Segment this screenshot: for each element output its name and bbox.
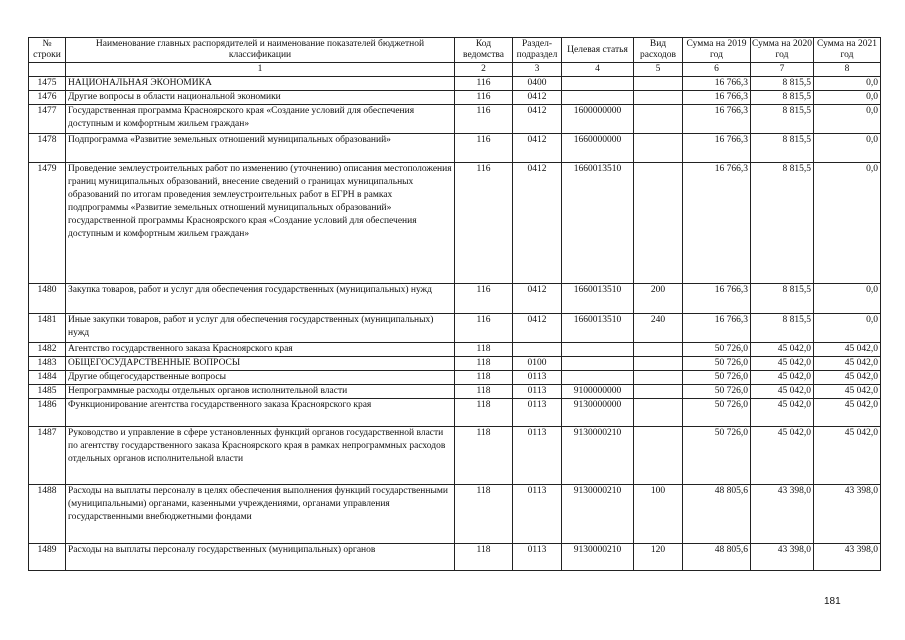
row-kind-code <box>634 77 683 91</box>
table-row <box>29 385 881 399</box>
table-row <box>29 544 881 571</box>
row-dept-code: 116 <box>455 91 513 105</box>
row-number: 1487 <box>29 427 66 485</box>
header-sum-2019: Сумма на 2019 год <box>683 38 751 63</box>
row-name: ОБЩЕГОСУДАРСТВЕННЫЕ ВОПРОСЫ <box>66 357 455 371</box>
column-number: 5 <box>634 63 683 77</box>
row-sum-2020: 45 042,0 <box>751 371 814 385</box>
row-sum-2020: 45 042,0 <box>751 399 814 427</box>
header-dept: Код ведомства <box>455 38 513 63</box>
row-sum-2021: 45 042,0 <box>814 343 881 357</box>
header-kind: Вид расходов <box>634 38 683 63</box>
row-sum-2020: 8 815,5 <box>751 77 814 91</box>
row-target-code: 1600000000 <box>562 105 634 134</box>
table-row <box>29 371 881 385</box>
row-sum-2019: 16 766,3 <box>683 77 751 91</box>
header-sum-2020: Сумма на 2020 год <box>751 38 814 63</box>
row-name: Подпрограмма «Развитие земельных отношений муниципальных образований» <box>66 134 455 163</box>
row-section-code: 0412 <box>513 105 562 134</box>
row-dept-code: 116 <box>455 284 513 314</box>
row-number: 1483 <box>29 357 66 371</box>
table-row <box>29 91 881 105</box>
row-kind-code <box>634 343 683 357</box>
row-dept-code: 118 <box>455 427 513 485</box>
row-sum-2019: 16 766,3 <box>683 314 751 343</box>
row-number: 1484 <box>29 371 66 385</box>
row-kind-code <box>634 105 683 134</box>
row-name: Государственная программа Красноярского края «Создание условий для обеспечения доступным и комфортным жильем граждан» <box>66 105 455 134</box>
column-number: 2 <box>455 63 513 77</box>
row-sum-2019: 48 805,6 <box>683 485 751 544</box>
row-section-code: 0113 <box>513 485 562 544</box>
row-kind-code <box>634 163 683 284</box>
row-target-code <box>562 91 634 105</box>
row-number: 1486 <box>29 399 66 427</box>
row-dept-code: 118 <box>455 343 513 357</box>
row-sum-2021: 0,0 <box>814 314 881 343</box>
row-dept-code: 118 <box>455 357 513 371</box>
row-section-code: 0113 <box>513 371 562 385</box>
row-sum-2020: 8 815,5 <box>751 163 814 284</box>
row-number: 1477 <box>29 105 66 134</box>
table-row <box>29 163 881 284</box>
row-sum-2019: 50 726,0 <box>683 371 751 385</box>
row-target-code: 1660013510 <box>562 314 634 343</box>
row-sum-2019: 50 726,0 <box>683 427 751 485</box>
row-sum-2020: 8 815,5 <box>751 91 814 105</box>
row-sum-2021: 0,0 <box>814 77 881 91</box>
column-number: 4 <box>562 63 634 77</box>
table-row <box>29 485 881 544</box>
row-target-code <box>562 77 634 91</box>
row-target-code <box>562 371 634 385</box>
row-sum-2021: 0,0 <box>814 105 881 134</box>
table-row <box>29 314 881 343</box>
row-number: 1489 <box>29 544 66 571</box>
table-row <box>29 357 881 371</box>
row-number: 1476 <box>29 91 66 105</box>
row-kind-code: 100 <box>634 485 683 544</box>
row-sum-2020: 45 042,0 <box>751 385 814 399</box>
row-target-code: 9100000000 <box>562 385 634 399</box>
row-sum-2020: 45 042,0 <box>751 357 814 371</box>
table-row <box>29 284 881 314</box>
column-number <box>29 63 66 77</box>
row-dept-code: 116 <box>455 314 513 343</box>
row-sum-2020: 8 815,5 <box>751 314 814 343</box>
row-kind-code <box>634 399 683 427</box>
row-dept-code: 116 <box>455 134 513 163</box>
row-sum-2021: 45 042,0 <box>814 427 881 485</box>
row-kind-code <box>634 91 683 105</box>
row-number: 1488 <box>29 485 66 544</box>
row-section-code: 0113 <box>513 427 562 485</box>
row-sum-2019: 50 726,0 <box>683 357 751 371</box>
row-sum-2021: 45 042,0 <box>814 399 881 427</box>
row-kind-code <box>634 357 683 371</box>
column-number: 8 <box>814 63 881 77</box>
table-row <box>29 343 881 357</box>
table-row <box>29 399 881 427</box>
row-number: 1485 <box>29 385 66 399</box>
row-target-code <box>562 357 634 371</box>
row-sum-2021: 45 042,0 <box>814 385 881 399</box>
row-target-code: 9130000210 <box>562 544 634 571</box>
row-sum-2019: 16 766,3 <box>683 163 751 284</box>
row-name: Проведение землеустроительных работ по изменению (уточнению) описания местоположения границ муниципальных образований, внесение сведений о границах муниципальных образований по итогам проведения землеустроительных работ в ЕГРН в рамках подпрограммы «Развитие земельных отношений муниципальных образований» государственной программы Красноярского края «Создание условий для обеспечения доступным и комфортным жильем граждан» <box>66 163 455 284</box>
row-section-code <box>513 343 562 357</box>
row-name: Иные закупки товаров, работ и услуг для обеспечения государственных (муниципальных) нужд <box>66 314 455 343</box>
row-sum-2019: 16 766,3 <box>683 134 751 163</box>
row-dept-code: 116 <box>455 77 513 91</box>
row-target-code: 1660000000 <box>562 134 634 163</box>
row-section-code: 0113 <box>513 385 562 399</box>
row-target-code <box>562 343 634 357</box>
row-sum-2021: 45 042,0 <box>814 371 881 385</box>
row-sum-2021: 0,0 <box>814 284 881 314</box>
column-number: 3 <box>513 63 562 77</box>
row-dept-code: 116 <box>455 105 513 134</box>
row-name: Агентство государственного заказа Красноярского края <box>66 343 455 357</box>
header-row-num: № строки <box>29 38 66 63</box>
row-name: Закупка товаров, работ и услуг для обеспечения государственных (муниципальных) нужд <box>66 284 455 314</box>
row-sum-2020: 8 815,5 <box>751 134 814 163</box>
row-sum-2019: 50 726,0 <box>683 385 751 399</box>
table-row <box>29 105 881 134</box>
row-sum-2021: 0,0 <box>814 163 881 284</box>
row-dept-code: 118 <box>455 544 513 571</box>
row-section-code: 0412 <box>513 163 562 284</box>
row-sum-2019: 16 766,3 <box>683 105 751 134</box>
header-target: Целевая статья <box>562 38 634 63</box>
row-section-code: 0113 <box>513 544 562 571</box>
row-section-code: 0412 <box>513 91 562 105</box>
row-kind-code: 120 <box>634 544 683 571</box>
row-kind-code <box>634 134 683 163</box>
row-sum-2021: 43 398,0 <box>814 544 881 571</box>
row-name: Другие вопросы в области национальной экономики <box>66 91 455 105</box>
row-section-code: 0100 <box>513 357 562 371</box>
row-sum-2019: 50 726,0 <box>683 343 751 357</box>
table-row <box>29 77 881 91</box>
row-number: 1481 <box>29 314 66 343</box>
row-target-code: 1660013510 <box>562 284 634 314</box>
row-number: 1479 <box>29 163 66 284</box>
row-kind-code: 200 <box>634 284 683 314</box>
row-sum-2019: 50 726,0 <box>683 399 751 427</box>
row-section-code: 0412 <box>513 314 562 343</box>
row-kind-code <box>634 385 683 399</box>
row-name: Расходы на выплаты персоналу государственных (муниципальных) органов <box>66 544 455 571</box>
row-target-code: 9130000210 <box>562 485 634 544</box>
table-row <box>29 427 881 485</box>
table-row <box>29 134 881 163</box>
row-dept-code: 116 <box>455 163 513 284</box>
row-section-code: 0412 <box>513 134 562 163</box>
row-sum-2021: 43 398,0 <box>814 485 881 544</box>
row-sum-2021: 0,0 <box>814 134 881 163</box>
row-sum-2019: 16 766,3 <box>683 91 751 105</box>
row-sum-2020: 8 815,5 <box>751 284 814 314</box>
row-number: 1480 <box>29 284 66 314</box>
header-sum-2021: Сумма на 2021 год <box>814 38 881 63</box>
row-number: 1482 <box>29 343 66 357</box>
row-target-code: 1660013510 <box>562 163 634 284</box>
row-kind-code <box>634 427 683 485</box>
row-section-code: 0113 <box>513 399 562 427</box>
row-name: НАЦИОНАЛЬНАЯ ЭКОНОМИКА <box>66 77 455 91</box>
row-kind-code: 240 <box>634 314 683 343</box>
row-sum-2020: 45 042,0 <box>751 427 814 485</box>
row-name: Функционирование агентства государственного заказа Красноярского края <box>66 399 455 427</box>
row-dept-code: 118 <box>455 485 513 544</box>
row-dept-code: 118 <box>455 399 513 427</box>
row-target-code: 9130000000 <box>562 399 634 427</box>
header-row <box>29 38 881 63</box>
row-sum-2020: 43 398,0 <box>751 485 814 544</box>
row-number: 1475 <box>29 77 66 91</box>
row-name: Руководство и управление в сфере установленных функций органов государственной власти по агентству государственного заказа Красноярского края в рамках непрограммных расходов отдельных органов исполнительной власти <box>66 427 455 485</box>
row-section-code: 0400 <box>513 77 562 91</box>
row-sum-2019: 48 805,6 <box>683 544 751 571</box>
row-number: 1478 <box>29 134 66 163</box>
column-number-row <box>29 63 881 77</box>
row-sum-2020: 45 042,0 <box>751 343 814 357</box>
column-number: 6 <box>683 63 751 77</box>
row-dept-code: 118 <box>455 371 513 385</box>
row-sum-2019: 16 766,3 <box>683 284 751 314</box>
table-body <box>29 77 881 571</box>
row-name: Другие общегосударственные вопросы <box>66 371 455 385</box>
row-sum-2020: 43 398,0 <box>751 544 814 571</box>
row-name: Непрограммные расходы отдельных органов исполнительной власти <box>66 385 455 399</box>
row-sum-2021: 45 042,0 <box>814 357 881 371</box>
page-number: 181 <box>824 596 841 607</box>
header-section: Раздел-подраздел <box>513 38 562 63</box>
row-sum-2020: 8 815,5 <box>751 105 814 134</box>
row-kind-code <box>634 371 683 385</box>
column-number: 1 <box>66 63 455 77</box>
row-target-code: 9130000210 <box>562 427 634 485</box>
row-name: Расходы на выплаты персоналу в целях обеспечения выполнения функций государственными (муниципальными) органами, казенными учреждениями, органами управления государственными внебюджетными фондами <box>66 485 455 544</box>
row-dept-code: 118 <box>455 385 513 399</box>
row-sum-2021: 0,0 <box>814 91 881 105</box>
row-section-code: 0412 <box>513 284 562 314</box>
column-number: 7 <box>751 63 814 77</box>
budget-table <box>28 37 881 571</box>
header-name: Наименование главных распорядителей и наименование показателей бюджетной классификации <box>66 38 455 63</box>
